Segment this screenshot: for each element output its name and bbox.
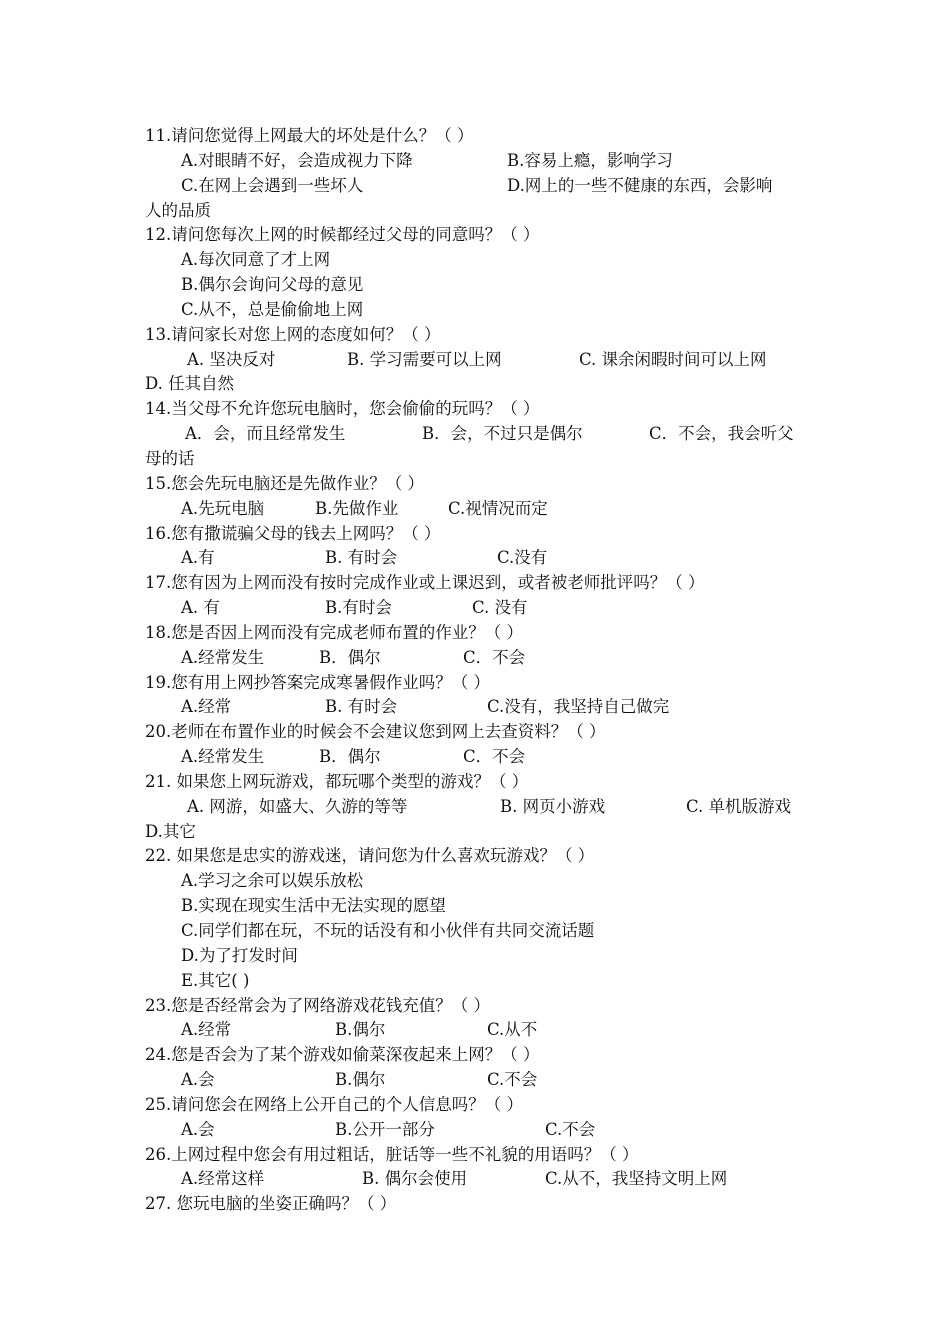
option-text: B．偶尔: [319, 747, 381, 767]
text-line: [145, 844, 815, 869]
line-text: 26.上网过程中您会有用过粗话，脏话等一些不礼貌的用语吗？（ ）: [145, 1144, 639, 1164]
line-text: 12.请问您每次上网的时候都经过父母的同意吗？（ ）: [145, 225, 540, 245]
text-line: [145, 397, 815, 422]
option-text: D.网上的一些不健康的东西，会影响: [507, 175, 773, 195]
option-text: C.从不: [487, 1020, 538, 1040]
text-line: [145, 994, 815, 1019]
text-line: [145, 199, 815, 224]
option-text: C.不会: [487, 1070, 538, 1090]
text-line: [145, 497, 815, 522]
line-text: A.学习之余可以娱乐放松: [181, 871, 364, 891]
option-text: B．偶尔: [319, 647, 381, 667]
text-line: [145, 546, 815, 571]
line-text: D. 任其自然: [145, 374, 235, 394]
option-text: B. 偶尔会使用: [362, 1169, 468, 1189]
line-text: C.从不，总是偷偷地上网: [181, 299, 364, 319]
option-text: C.从不，我坚持文明上网: [545, 1169, 728, 1189]
line-text: A．会，而且经常发生: [185, 424, 346, 444]
option-text: B. 有时会: [325, 697, 398, 717]
option-text: C.不会: [545, 1119, 596, 1139]
text-line: [145, 695, 815, 720]
text-line: [145, 223, 815, 248]
option-text: C. 没有: [472, 598, 528, 618]
line-text: A.经常这样: [181, 1169, 265, 1189]
text-line: [145, 621, 815, 646]
option-text: B.有时会: [325, 598, 392, 618]
line-text: A.经常发生: [181, 747, 265, 767]
option-text: B．会，不过只是偶尔: [422, 424, 583, 444]
line-text: A.经常发生: [181, 647, 265, 667]
line-text: A.先玩电脑: [181, 498, 265, 518]
line-text: 人的品质: [145, 200, 211, 220]
line-text: C.同学们都在玩，不玩的话没有和小伙伴有共同交流话题: [181, 921, 595, 940]
text-line: [145, 745, 815, 770]
line-text: A.对眼睛不好，会造成视力下降: [181, 150, 413, 170]
option-text: B.偶尔: [335, 1070, 386, 1090]
line-text: 21. 如果您上网玩游戏，都玩哪个类型的游戏？（ ）: [145, 771, 529, 791]
line-text: 27. 您玩电脑的坐姿正确吗？（ ）: [145, 1194, 397, 1214]
text-line: [145, 944, 815, 969]
text-line: [145, 348, 815, 373]
line-text: A. 坚决反对: [187, 349, 276, 369]
text-line: [145, 1143, 815, 1168]
line-text: A.会: [181, 1070, 215, 1090]
text-line: [145, 323, 815, 348]
text-line: [145, 298, 815, 323]
line-text: A.有: [181, 548, 215, 568]
line-text: A. 网游，如盛大、久游的等等: [187, 796, 408, 816]
text-line: [145, 1043, 815, 1068]
line-text: 18.您是否因上网而没有完成老师布置的作业？（ ）: [145, 622, 523, 642]
option-text: C.没有: [497, 548, 548, 568]
line-text: A. 有: [181, 598, 220, 618]
text-line: [145, 1068, 815, 1093]
text-line: [145, 571, 815, 596]
option-text: C．不会，我会听父: [649, 424, 794, 444]
line-text: 11.请问您觉得上网最大的坏处是什么？（ ）: [145, 126, 474, 145]
text-line: [145, 770, 815, 795]
text-line: [145, 273, 815, 298]
text-line: [145, 869, 815, 894]
line-text: C.在网上会遇到一些坏人: [181, 175, 364, 195]
option-text: C. 单机版游戏: [686, 796, 792, 816]
option-text: B. 学习需要可以上网: [347, 349, 502, 369]
option-text: C．不会: [463, 747, 526, 767]
line-text: A.会: [181, 1119, 215, 1139]
line-text: B.偶尔会询问父母的意见: [181, 275, 364, 295]
line-text: B.实现在现实生活中无法实现的愿望: [181, 896, 446, 916]
text-line: [145, 422, 815, 447]
text-line: [145, 1192, 815, 1217]
line-text: A.经常: [181, 697, 232, 717]
line-text: D.其它: [145, 821, 196, 841]
line-text: 20.老师在布置作业的时候会不会建议您到网上去查资料？（ ）: [145, 722, 606, 742]
text-line: [145, 1167, 815, 1192]
text-line: [145, 447, 815, 472]
line-text: A.每次同意了才上网: [181, 250, 331, 270]
text-line: [145, 671, 815, 696]
text-line: [145, 1018, 815, 1043]
text-line: [145, 522, 815, 547]
line-text: 23.您是否经常会为了网络游戏花钱充值？（ ）: [145, 995, 490, 1015]
line-text: 14.当父母不允许您玩电脑时，您会偷偷的玩吗？（ ）: [145, 399, 540, 419]
text-line: [145, 472, 815, 497]
text-line: [145, 372, 815, 397]
line-text: 22. 如果您是忠实的游戏迷，请问您为什么喜欢玩游戏？（ ）: [145, 846, 595, 866]
line-text: A.经常: [181, 1020, 232, 1040]
text-line: [145, 174, 815, 199]
option-text: B. 网页小游戏: [500, 796, 606, 816]
text-line: [145, 894, 815, 919]
option-text: B.先做作业: [315, 498, 399, 518]
text-line: [145, 1093, 815, 1118]
line-text: 16.您有撒谎骗父母的钱去上网吗？（ ）: [145, 523, 441, 543]
text-line: [145, 969, 815, 994]
text-line: [145, 720, 815, 745]
line-text: D.为了打发时间: [181, 945, 298, 965]
line-text: 母的话: [145, 448, 195, 468]
line-text: 24.您是否会为了某个游戏如偷菜深夜起来上网？（ ）: [145, 1045, 540, 1065]
text-line: [145, 1118, 815, 1143]
line-text: 19.您有用上网抄答案完成寒暑假作业吗？（ ）: [145, 672, 490, 692]
option-text: C.视情况而定: [448, 498, 548, 518]
option-text: C. 课余闲暇时间可以上网: [579, 349, 767, 369]
line-text: 25.请问您会在网络上公开自己的个人信息吗？（ ）: [145, 1094, 523, 1114]
text-line: [145, 646, 815, 671]
questionnaire-body: [145, 124, 815, 1217]
text-line: [145, 596, 815, 621]
line-text: 17.您有因为上网而没有按时完成作业或上课迟到，或者被老师批评吗？（ ）: [145, 573, 705, 593]
option-text: C．不会: [463, 647, 526, 667]
line-text: 15.您会先玩电脑还是先做作业？（ ）: [145, 473, 424, 493]
option-text: B.公开一部分: [335, 1119, 435, 1139]
option-text: C.没有，我坚持自己做完: [487, 697, 670, 717]
text-line: [145, 248, 815, 273]
option-text: B. 有时会: [325, 548, 398, 568]
line-text: E.其它( ): [181, 970, 250, 990]
line-text: 13.请问家长对您上网的态度如何？（ ）: [145, 324, 441, 344]
text-line: [145, 149, 815, 174]
text-line: [145, 124, 815, 149]
option-text: B.偶尔: [335, 1020, 386, 1040]
option-text: B.容易上瘾，影响学习: [507, 150, 673, 170]
text-line: [145, 919, 815, 944]
text-line: [145, 795, 815, 820]
text-line: [145, 820, 815, 845]
